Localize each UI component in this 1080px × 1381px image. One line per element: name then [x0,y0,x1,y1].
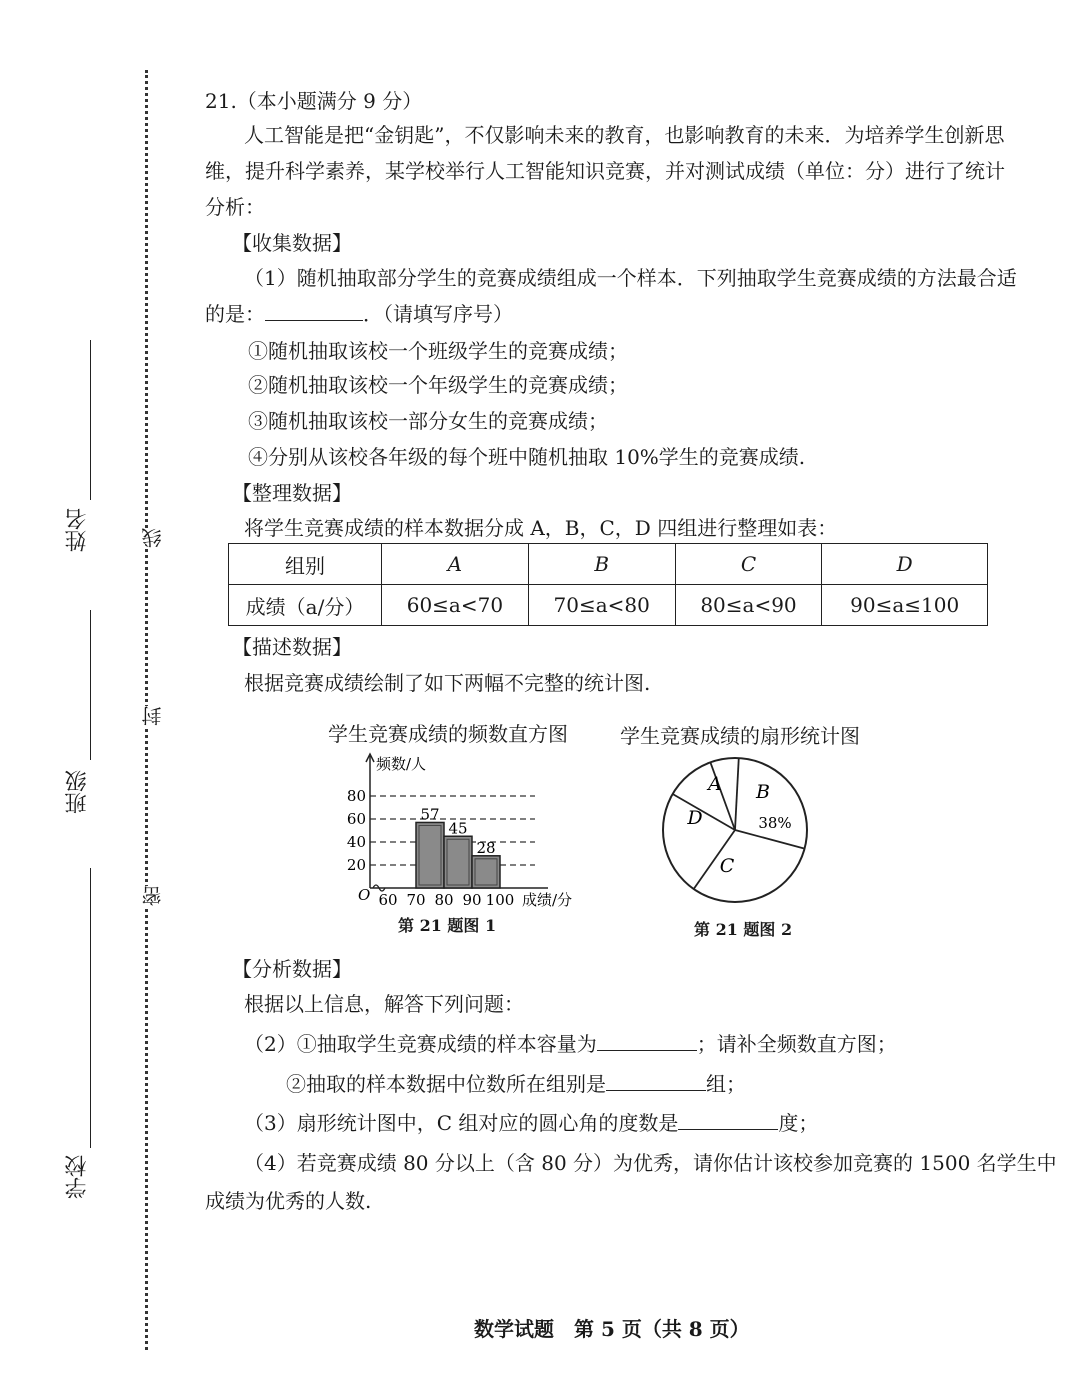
y-tick-label: 80 [346,787,366,805]
q2b-prefix: ②抽取的样本数据中位数所在组别是 [286,1072,606,1096]
organize-text: 将学生竞赛成绩的样本数据分成 A，B，C，D 四组进行整理如表： [244,516,838,540]
analyze-text: 根据以上信息，解答下列问题： [244,992,524,1016]
binding-mark-seal: 封 [138,706,167,726]
intro-line-3: 分析： [205,195,265,219]
table-cell: B [528,544,675,585]
q3 [244,1110,818,1136]
q2a-prefix: （2）①抽取学生竞赛成绩的样本容量为 [244,1032,597,1056]
q4-line-1: （4）若竞赛成绩 80 分以上（含 80 分）为优秀，请你估计该校参加竞赛的 1500 名学生中 [244,1151,1057,1175]
x-tick-label: 90 [462,891,482,908]
organize-data-title: 【整理数据】 [232,481,352,505]
option-4: ④分别从该校各年级的每个班中随机抽取 10%学生的竞赛成绩. [248,445,806,469]
collect-data-title: 【收集数据】 [232,231,352,255]
histogram-bar [416,822,444,888]
chart1-title: 学生竞赛成绩的频数直方图 [328,722,568,746]
intro-line-1: 人工智能是把“金钥匙”，不仅影响未来的教育，也影响教育的未来．为培养学生创新思 [244,123,1005,147]
y-tick-label: 60 [346,810,366,828]
bar-value-label: 28 [476,838,496,857]
analyze-data-title: 【分析数据】 [232,957,352,981]
table-cell: C [675,544,822,585]
pie-percent-label: 38% [758,814,792,832]
y-tick-label: 20 [346,856,366,874]
group-table [228,543,988,626]
pie-slice-label: C [719,855,735,877]
q1-line-1: （1）随机抽取部分学生的竞赛成绩组成一个样本．下列抽取学生竞赛成绩的方法最合适 [244,266,1017,290]
histogram-bar [472,856,500,888]
page-footer: 数学试题 第 5 页（共 8 页） [474,1317,750,1341]
table-cell: A [382,544,529,585]
y-tick-label: 40 [346,833,366,851]
pie-slice-label: D [687,807,703,829]
binding-mark-line: 线 [138,528,167,548]
table-row [229,544,988,585]
x-tick-label: 60 [378,891,398,908]
q2b-suffix: 组； [706,1072,746,1096]
intro-line-2: 维，提升科学素养，某学校举行人工智能知识竞赛，并对测试成绩（单位：分）进行了统计 [205,159,1005,183]
class-field-line [90,610,91,760]
binding-mark-secret: 密 [138,886,167,906]
q3-suffix: 度； [778,1111,819,1135]
table-cell: 70≤a<80 [528,585,675,626]
chart1-caption: 第 21 题图 1 [398,916,497,935]
pie-chart [655,748,815,908]
q2a-suffix: ；请补全频数直方图； [696,1032,897,1056]
q3-prefix: （3）扇形统计图中，C 组对应的圆心角的度数是 [244,1111,679,1135]
x-axis-label: 成绩/分 [522,891,573,908]
table-cell: 60≤a<70 [382,585,529,626]
origin-label: O [358,886,371,904]
chart2-title: 学生竞赛成绩的扇形统计图 [620,724,860,748]
q2-part-1 [244,1031,897,1057]
table-cell: D [822,544,988,585]
histogram-chart [330,748,590,908]
table-cell: 90≤a≤100 [822,585,988,626]
chart2-caption: 第 21 题图 2 [694,920,793,939]
q1-suffix: ．（请填写序号） [363,302,513,326]
pie-slice-label: A [708,773,722,795]
histogram-bar [444,836,472,888]
bar-value-label: 57 [420,805,440,824]
question-header: 21.（本小题满分 9 分） [205,89,423,113]
q1-line-2 [205,301,513,327]
pie-slice-label: B [756,781,770,803]
describe-data-title: 【描述数据】 [232,635,352,659]
name-field-line [90,340,91,500]
bar-value-label: 45 [448,819,468,838]
table-row [229,585,988,626]
q1-answer-blank[interactable] [265,320,363,321]
name-label: 姓名 [65,508,90,552]
describe-text: 根据竞赛成绩绘制了如下两幅不完整的统计图. [244,671,651,695]
q2b-answer-blank[interactable] [606,1090,706,1091]
x-tick-label: 100 [485,891,515,908]
option-1: ①随机抽取该校一个班级学生的竞赛成绩； [248,339,628,363]
y-axis-label: 频数/人 [376,755,427,773]
q2-part-2 [286,1071,746,1097]
class-label: 班级 [65,770,90,814]
table-cell: 组别 [229,544,382,585]
q4-line-2: 成绩为优秀的人数. [205,1189,372,1213]
q3-answer-blank[interactable] [678,1129,778,1130]
school-field-line [90,868,91,1148]
option-2: ②随机抽取该校一个年级学生的竞赛成绩； [248,373,628,397]
q1-prefix: 的是： [205,302,265,326]
school-label: 学校 [65,1155,90,1199]
x-tick-label: 80 [434,891,454,908]
table-cell: 80≤a<90 [675,585,822,626]
x-tick-label: 70 [406,891,426,908]
option-3: ③随机抽取该校一部分女生的竞赛成绩； [248,409,608,433]
q2a-answer-blank[interactable] [597,1050,697,1051]
table-cell: 成绩（a/分） [229,585,382,626]
